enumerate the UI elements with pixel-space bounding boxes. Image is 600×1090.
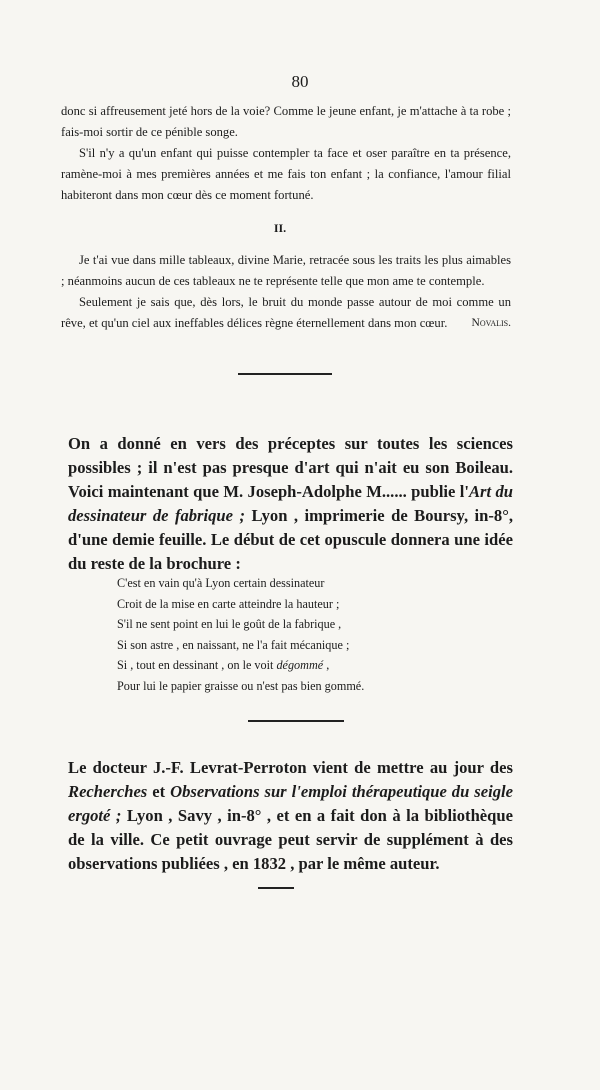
text-segment: On a donné en vers des préceptes sur toutes les sciences possibles ; il n'est pas presque d'art qui n'ait eu son Boileau. Voici maintenant que M. Joseph-Adolphe M...... publie l' xyxy=(68,434,513,501)
text-segment: , xyxy=(323,658,330,672)
verse-line: Pour lui le papier graisse ou n'est pas bien gommé. xyxy=(117,678,365,693)
book-title: Observations sur l'emploi thérapeutique du seigle ergoté ; xyxy=(68,782,513,825)
paragraph xyxy=(68,432,513,576)
book-title: Art du dessinateur de fabrique ; xyxy=(68,482,514,525)
text-segment: Le docteur J.-F. Levrat-Perroton vient de mettre au jour des xyxy=(68,758,513,777)
verse-line: C'est en vain qu'à Lyon certain dessinateur xyxy=(117,576,325,590)
separator-rule xyxy=(238,373,332,375)
separator-rule xyxy=(248,720,344,722)
separator-rule xyxy=(258,887,294,889)
verse-line: Si son astre , en naissant, ne l'a fait mécanique ; xyxy=(117,637,350,652)
paragraph: donc si affreusement jeté hors de la voie? Comme le jeune enfant, je m'attache à ta robe ; fais-moi sortir de ce pénible songe. xyxy=(61,104,511,139)
paragraph-text: Seulement je sais que, dès lors, le bruit du monde passe autour de moi comme un rêve, et qu'un ciel aux ineffables délices règne éternellement dans mon cœur. xyxy=(61,295,511,330)
verse-block xyxy=(117,573,517,696)
book-title: Recherches xyxy=(68,782,148,801)
paragraph xyxy=(68,756,513,876)
article-paragraph xyxy=(68,432,513,576)
verse-line xyxy=(117,655,517,676)
text-segment: Lyon , Savy , in-8° , et en a fait don à la bibliothèque de la ville. Ce petit ouvrage peut servir de supplément à des observations publiées , en 1832 , par le même auteur. xyxy=(68,806,513,873)
page-number: 80 xyxy=(291,72,309,91)
poem-excerpt-2 xyxy=(61,250,511,334)
text-segment: et xyxy=(147,782,171,801)
article-paragraph xyxy=(68,756,513,876)
text-segment: Lyon , imprimerie de Boursy, in-8°, d'une demie feuille. Le début de cet opuscule donnera une idée du reste de la brochure : xyxy=(68,506,513,573)
text-segment: Si , tout en dessinant , on le voit xyxy=(117,658,277,672)
verse-line: Croit de la mise en carte atteindre la hauteur ; xyxy=(117,596,340,611)
verse-line: S'il ne sent point en lui le goût de la fabrique , xyxy=(117,617,342,631)
poem-excerpt-1 xyxy=(61,101,511,206)
paragraph: S'il n'y a qu'un enfant qui puisse contempler ta face et oser paraître en ta présence, ramène-moi à mes premières années et me fais ton enfant ; la confiance, l'amour filial habiteront dans mon cœur dès ce moment fortuné. xyxy=(61,146,511,202)
author-attribution: Novalis. xyxy=(471,317,511,329)
paragraph: Je t'ai vue dans mille tableaux, divine Marie, retracée sous les traits les plus aimables ; néanmoins aucun de ces tableaux ne te représente telle que mon ame te contemple. xyxy=(61,253,511,288)
paragraph xyxy=(61,292,511,334)
section-number: II. xyxy=(273,221,287,235)
italic-word: dégommé xyxy=(276,658,324,672)
